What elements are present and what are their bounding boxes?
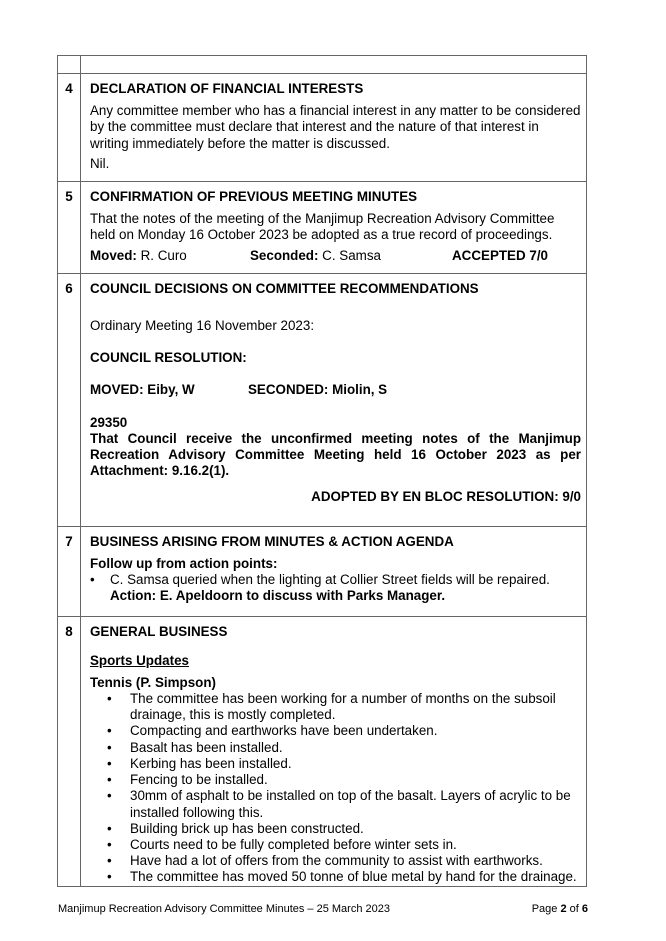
tennis-updates-list — [90, 691, 581, 885]
empty-cell — [58, 56, 81, 74]
item-content — [81, 74, 587, 182]
minutes-table — [57, 55, 587, 887]
seconded-field — [250, 248, 452, 264]
resolution-motion-row — [90, 382, 581, 398]
seconded-label: Seconded: — [250, 247, 319, 263]
motion-row — [90, 248, 581, 264]
resolution-moved: MOVED: Eiby, W — [90, 382, 195, 398]
list-item: • Courts need to be fully completed before winter sets in. — [130, 837, 581, 853]
table-row — [58, 526, 587, 617]
item-content — [81, 617, 587, 886]
action-owner: Action: E. Apeldoorn to discuss with Parks Manager. — [110, 588, 446, 604]
item-result: Nil. — [90, 155, 110, 171]
page-current: 2 — [560, 903, 567, 915]
list-item: • Basalt has been installed. — [130, 740, 581, 756]
moved-value: R. Curo — [136, 247, 187, 263]
action-list — [90, 572, 581, 604]
page-number — [532, 903, 588, 915]
adopted-result: ADOPTED BY EN BLOC RESOLUTION: 9/0 — [311, 489, 581, 505]
seconded-value: C. Samsa — [318, 247, 381, 263]
page-total: 6 — [581, 903, 588, 915]
item-content — [81, 526, 587, 617]
section-heading: Sports Updates — [90, 652, 189, 668]
item-text: Any committee member who has a financial interest in any matter to be considered by the committee must declare that interest and the nature of that interest in writing immediately before the matter is discussed. — [90, 103, 581, 151]
list-item: • The committee has moved 50 tonne of blue metal by hand for the drainage. — [130, 869, 581, 885]
item-title: GENERAL BUSINESS — [90, 624, 228, 640]
item-text: That the notes of the meeting of the Manjimup Recreation Advisory Committee held on Monday 16 October 2023 be adopted as a true record of proceedings. — [90, 211, 555, 243]
list-item: • 30mm of asphalt to be installed on top of the basalt. Layers of acrylic to be installed following this. — [130, 788, 581, 820]
resolution-text: That Council receive the unconfirmed meeting notes of the Manjimup Recreation Advisory Committee Meeting held 16 October 2023 as per Attachment: 9.16.2(1). — [90, 430, 581, 479]
table-row — [58, 74, 587, 182]
empty-cell — [81, 56, 587, 74]
item-title: BUSINESS ARISING FROM MINUTES & ACTION AGENDA — [90, 533, 454, 549]
list-item: • Compacting and earthworks have been undertaken. — [130, 723, 581, 739]
list-item: • Building brick up has been constructed. — [130, 821, 581, 837]
moved-label: Moved: — [90, 247, 137, 263]
action-point: C. Samsa queried when the lighting at Collier Street fields will be repaired. — [110, 572, 550, 588]
meeting-line: Ordinary Meeting 16 November 2023: — [90, 318, 315, 334]
item-number: 7 — [58, 526, 81, 617]
table-row — [58, 617, 587, 886]
accepted-result: ACCEPTED 7/0 — [452, 247, 548, 263]
item-number: 4 — [58, 74, 81, 182]
list-item: • Kerbing has been installed. — [130, 756, 581, 772]
moved-field — [90, 248, 250, 264]
list-item — [110, 572, 581, 604]
item-content — [81, 182, 587, 274]
item-number: 6 — [58, 273, 81, 526]
subsection-heading: Tennis (P. Simpson) — [90, 674, 216, 690]
resolution-seconded: SECONDED: Miolin, S — [248, 382, 388, 398]
action-subheading: Follow up from action points: — [90, 555, 278, 571]
table-row — [58, 182, 587, 274]
resolution-ref: 29350 — [90, 414, 128, 430]
item-content — [81, 273, 587, 526]
resolution-heading: COUNCIL RESOLUTION: — [90, 350, 247, 366]
list-item: • Fencing to be installed. — [130, 772, 581, 788]
item-title: CONFIRMATION OF PREVIOUS MEETING MINUTES — [90, 189, 418, 205]
list-item: • The committee has been working for a number of months on the subsoil drainage, this is mostly completed. — [130, 691, 581, 723]
item-number: 8 — [58, 617, 81, 886]
footer-title: Manjimup Recreation Advisory Committee Minutes – 25 March 2023 — [58, 903, 390, 915]
item-title: DECLARATION OF FINANCIAL INTERESTS — [90, 81, 364, 96]
page-prefix: Page — [531, 903, 561, 915]
item-number: 5 — [58, 182, 81, 274]
table-row — [58, 273, 587, 526]
item-title: COUNCIL DECISIONS ON COMMITTEE RECOMMENDATIONS — [90, 280, 479, 296]
table-row — [58, 56, 587, 74]
page-of: of — [566, 903, 582, 915]
list-item: • Have had a lot of offers from the community to assist with earthworks. — [130, 853, 581, 869]
